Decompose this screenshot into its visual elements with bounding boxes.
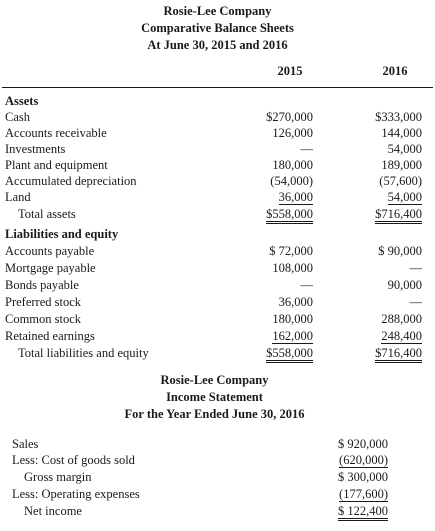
liab-label-retained: Retained earnings [5, 329, 95, 343]
liab-accounts-payable-2015: $ 72,000 [269, 244, 313, 258]
income-gross-margin: $ 300,000 [338, 470, 388, 484]
liab-retained-2015: 162,000 [272, 329, 313, 343]
liab-common-2015: 180,000 [272, 312, 313, 326]
asset-label-plant: Plant and equipment [5, 158, 108, 172]
liab-label-preferred: Preferred stock [5, 295, 82, 309]
liabilities-heading: Liabilities and equity [5, 227, 119, 241]
asset-depreciation-2015: (54,000) [270, 174, 313, 188]
income-company: Rosie-Lee Company [160, 373, 269, 387]
asset-label-cash: Cash [5, 110, 30, 124]
liab-label-bonds: Bonds payable [5, 278, 79, 292]
total-liab-2016: $716,400 [375, 347, 422, 363]
asset-depreciation-2016: (57,600) [379, 174, 422, 188]
column-header-2016: 2016 [382, 64, 408, 78]
liab-label-accounts-payable: Accounts payable [5, 244, 95, 258]
liab-common-2016: 288,000 [381, 312, 422, 326]
liab-bonds-2016: 90,000 [387, 278, 422, 292]
asset-cash-2016: $333,000 [375, 110, 422, 124]
total-assets-label: Total assets [18, 207, 76, 221]
liab-mortgage-2015: 108,000 [272, 261, 313, 275]
income-period: For the Year Ended June 30, 2016 [124, 407, 305, 421]
asset-land-2016: 54,000 [387, 190, 422, 204]
liab-preferred-2016: — [409, 295, 422, 309]
income-label-gross-margin: Gross margin [24, 470, 92, 484]
total-liab-2015: $558,000 [266, 347, 313, 363]
total-liab-label: Total liabilities and equity [18, 346, 149, 360]
income-label-opex: Less: Operating expenses [12, 487, 140, 501]
asset-plant-2016: 189,000 [381, 158, 422, 172]
total-assets-2015: $558,000 [266, 208, 313, 224]
asset-receivable-2016: 144,000 [381, 126, 422, 140]
income-label-net: Net income [24, 504, 82, 518]
asset-plant-2015: 180,000 [272, 158, 313, 172]
balance-company: Rosie-Lee Company [163, 4, 272, 18]
asset-receivable-2015: 126,000 [272, 126, 313, 140]
asset-label-investments: Investments [5, 142, 66, 156]
liab-preferred-2015: 36,000 [278, 295, 313, 309]
header-divider [2, 87, 433, 88]
liab-retained-2016: 248,400 [381, 329, 422, 343]
asset-cash-2015: $270,000 [266, 110, 313, 124]
asset-label-receivable: Accounts receivable [5, 126, 107, 140]
asset-land-2015: 36,000 [278, 190, 313, 204]
asset-label-depreciation: Accumulated depreciation [5, 174, 137, 188]
balance-title: Comparative Balance Sheets [141, 21, 294, 35]
liab-label-common: Common stock [5, 312, 82, 326]
income-net: $ 122,400 [338, 505, 388, 521]
liab-mortgage-2016: — [409, 261, 422, 275]
liab-bonds-2015: — [300, 278, 313, 292]
liab-accounts-payable-2016: $ 90,000 [378, 244, 422, 258]
income-label-cogs: Less: Cost of goods sold [12, 453, 135, 467]
balance-period: At June 30, 2015 and 2016 [147, 38, 288, 52]
asset-investments-2015: — [300, 142, 313, 156]
total-assets-2016: $716,400 [375, 208, 422, 224]
asset-investments-2016: 54,000 [387, 142, 422, 156]
income-opex: (177,600) [339, 487, 388, 501]
column-header-2015: 2015 [277, 64, 303, 78]
income-label-sales: Sales [12, 437, 39, 451]
asset-label-land: Land [5, 190, 31, 204]
income-sales: $ 920,000 [338, 437, 388, 451]
income-title: Income Statement [166, 390, 263, 404]
liab-label-mortgage: Mortgage payable [5, 261, 96, 275]
assets-heading: Assets [5, 94, 39, 108]
income-cogs: (620,000) [339, 453, 388, 467]
